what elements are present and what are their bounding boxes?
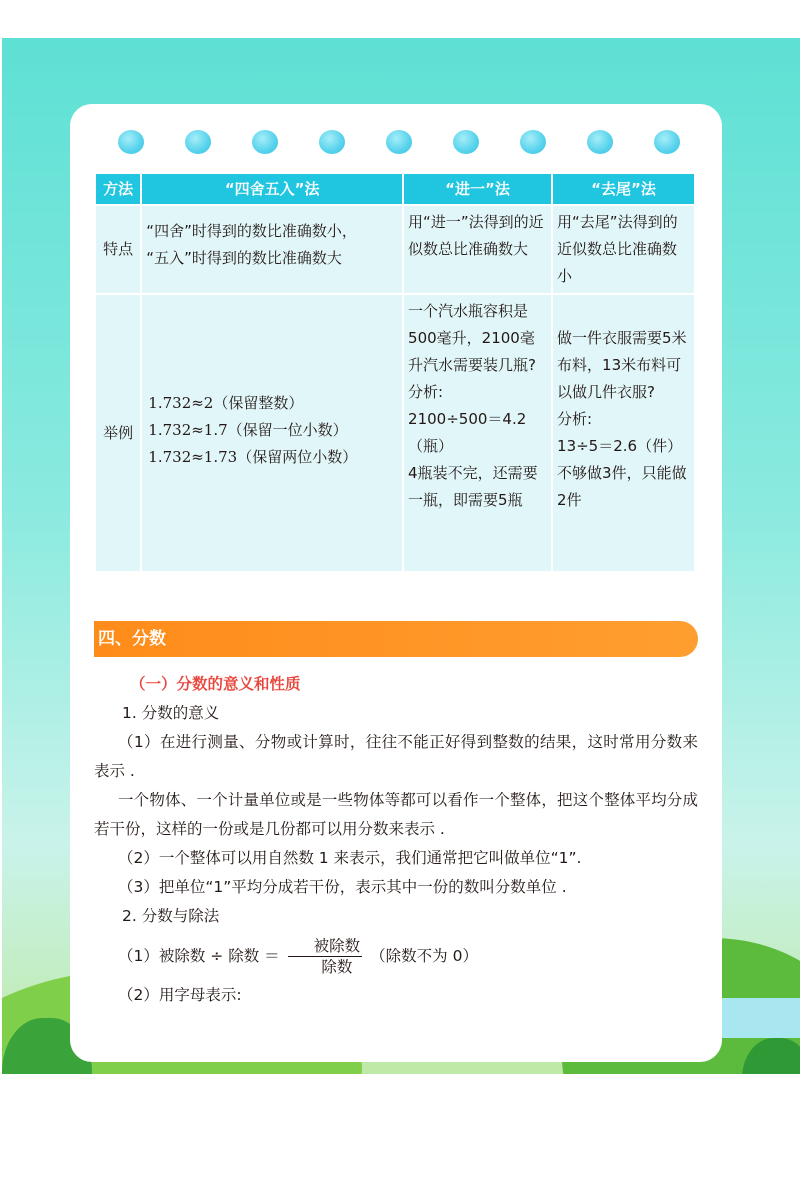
paragraph: （3）把单位“1”平均分成若干份，表示其中一份的数叫分数单位 . (118, 878, 567, 896)
header-method: 方法 (96, 174, 140, 204)
example-ceil-line: 分析: (408, 383, 444, 401)
formula-note: （除数不为 0） (370, 947, 478, 965)
feature-round-line: “四舍”时得到的数比准确数小， (146, 222, 357, 240)
feature-ceil-cell: 用“进一”法得到的近似数总比准确数大 (404, 206, 551, 293)
section-heading-fractions: 四、分数 (94, 621, 698, 657)
example-ceil-line: 4瓶装不完，还需要一瓶，即需要5瓶 (408, 464, 538, 509)
paragraph: （2）一个整体可以用自然数 1 来表示，我们通常把它叫做单位“1”. (118, 849, 582, 867)
example-round-line: 1.732≈1.7（保留一位小数） (148, 421, 348, 439)
example-ceil-line: 2100÷500＝4.2（瓶） (408, 410, 527, 455)
binder-hole-icon (654, 130, 680, 154)
fraction-denominator: 除数 (321, 958, 353, 976)
feature-round-line: “五入”时得到的数比准确数大 (146, 249, 342, 267)
feature-floor-cell: 用“去尾”法得到的近似数总比准确数小 (553, 206, 694, 293)
fractions-content (94, 670, 698, 1010)
binder-hole-icon (319, 130, 345, 154)
approximation-methods-table (94, 172, 696, 573)
paragraph: （2）用字母表示: (118, 986, 242, 1004)
table-header-row (96, 174, 694, 204)
binder-hole-icon (118, 130, 144, 154)
header-round: “四舍五入”法 (142, 174, 402, 204)
binder-hole-icon (386, 130, 412, 154)
header-floor: “去尾”法 (553, 174, 694, 204)
example-round-line: 1.732≈1.73（保留两位小数） (148, 448, 358, 466)
binder-hole-icon (185, 130, 211, 154)
binder-hole-icon (587, 130, 613, 154)
example-floor-line: 不够做3件，只能做2件 (557, 464, 687, 509)
formula-line (94, 931, 698, 981)
example-round-line: 1.732≈2（保留整数） (148, 394, 304, 412)
paragraph: （1）在进行测量、分物或计算时，往往不能正好得到整数的结果，这时常用分数来表示 . (94, 733, 698, 780)
example-ceil-line: 一个汽水瓶容积是500毫升，2100毫升汽水需要装几瓶? (408, 302, 537, 374)
example-floor-line: 13÷5＝2.6（件） (557, 437, 683, 455)
example-floor-cell (553, 295, 694, 571)
feature-round-cell (142, 206, 402, 293)
heading-fraction-meaning: 1. 分数的意义 (122, 704, 220, 722)
table-row-feature (96, 206, 694, 293)
notebook-card (70, 104, 722, 1062)
binder-holes (118, 130, 678, 154)
example-floor-line: 做一件衣服需要5米布料，13米布料可以做几件衣服? (557, 329, 687, 401)
example-round-cell (142, 295, 402, 571)
paragraph: 一个物体、一个计量单位或是一些物体等都可以看作一个整体，把这个整体平均分成若干份，这样的一份或是几份都可以用分数来表示 . (94, 791, 698, 838)
row-label-example: 举例 (96, 295, 140, 571)
example-ceil-cell (404, 295, 551, 571)
heading-fraction-division: 2. 分数与除法 (122, 907, 220, 925)
formula-lhs: （1）被除数 ÷ 除数 ＝ (118, 947, 280, 965)
binder-hole-icon (453, 130, 479, 154)
table-row-example (96, 295, 694, 571)
subsection-title: （一）分数的意义和性质 (130, 675, 301, 693)
header-ceil: “进一”法 (404, 174, 551, 204)
fraction (288, 936, 363, 977)
example-floor-line: 分析: (557, 410, 593, 428)
fraction-numerator: 被除数 (288, 936, 363, 957)
binder-hole-icon (252, 130, 278, 154)
row-label-feature: 特点 (96, 206, 140, 293)
binder-hole-icon (520, 130, 546, 154)
